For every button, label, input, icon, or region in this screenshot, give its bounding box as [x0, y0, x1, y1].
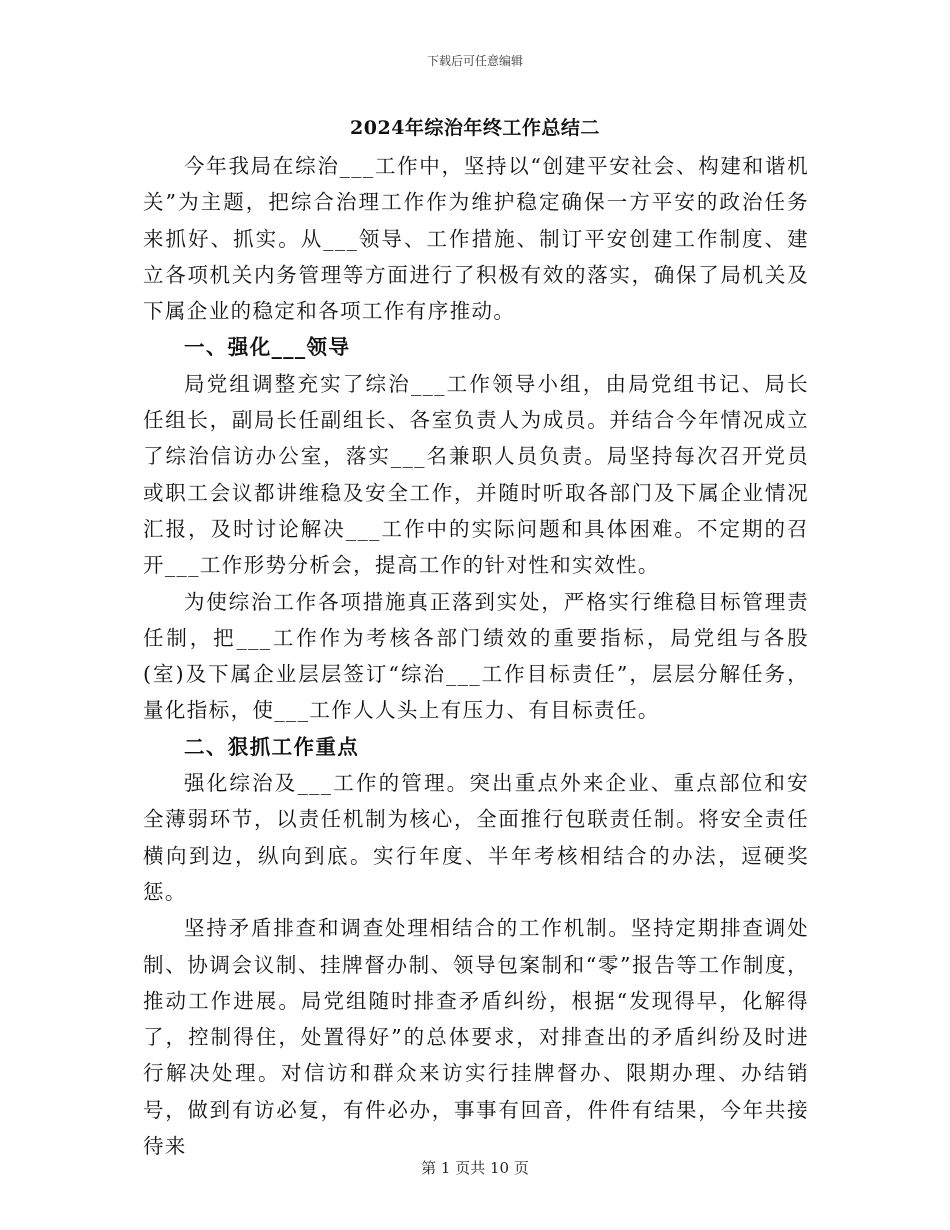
- document-body: [143, 148, 809, 1164]
- paragraph: 今年我局在综治___工作中，坚持以“创建平安社会、构建和谐机关”为主题，把综合治理工作作为维护稳定确保一方平安的政治任务来抓好、抓实。从___领导、工作措施、制订平安创建工作制度、建立各项机关内务管理等方面进行了积极有效的落实，确保了局机关及下属企业的稳定和各项工作有序推动。: [143, 154, 809, 324]
- paragraph: 局党组调整充实了综治___工作领导小组，由局党组书记、局长任组长，副局长任副组长、各室负责人为成员。并结合今年情况成立了综治信访办公室，落实___名兼职人员负责。局坚持每次召开党员或职工会议都讲维稳及安全工作，并随时听取各部门及下属企业情况汇报，及时讨论解决___工作中的实际问题和具体困难。不定期的召开___工作形势分析会，提高工作的针对性和实效性。: [143, 371, 809, 578]
- paragraph: 强化综治及___工作的管理。突出重点外来企业、重点部位和安全薄弱环节，以责任机制为核心，全面推行包联责任制。将安全责任横向到边，纵向到底。实行年度、半年考核相结合的办法，逗硬奖惩。: [143, 771, 809, 904]
- section-heading: 二、狠抓工作重点: [184, 734, 360, 759]
- page-number: 第 1 页共 10 页: [421, 1159, 529, 1177]
- section-heading: 一、强化___领导: [184, 335, 351, 360]
- paragraph: 坚持矛盾排查和调查处理相结合的工作机制。坚持定期排查调处制、协调会议制、挂牌督办制、领导包案制和“零”报告等工作制度，推动工作进展。局党组随时排查矛盾纠纷，根据“发现得早，化解得了，控制得住，处置得好”的总体要求，对排查出的矛盾纠纷及时进行解决处理。对信访和群众来访实行挂牌督办、限期办理、办结销号，做到有访必复，有件必办，事事有回音，件件有结果，今年共接待来: [143, 916, 809, 1159]
- paragraph: 为使综治工作各项措施真正落到实处，严格实行维稳目标管理责任制，把___工作作为考核各部门绩效的重要指标，局党组与各股(室)及下属企业层层签订“综治___工作目标责任”，层层分解任务，量化指标，使___工作人人头上有压力、有目标责任。: [143, 589, 809, 723]
- page-header-note: 下载后可任意编辑: [426, 54, 523, 68]
- document-title: 2024年综治年终工作总结二: [350, 117, 600, 139]
